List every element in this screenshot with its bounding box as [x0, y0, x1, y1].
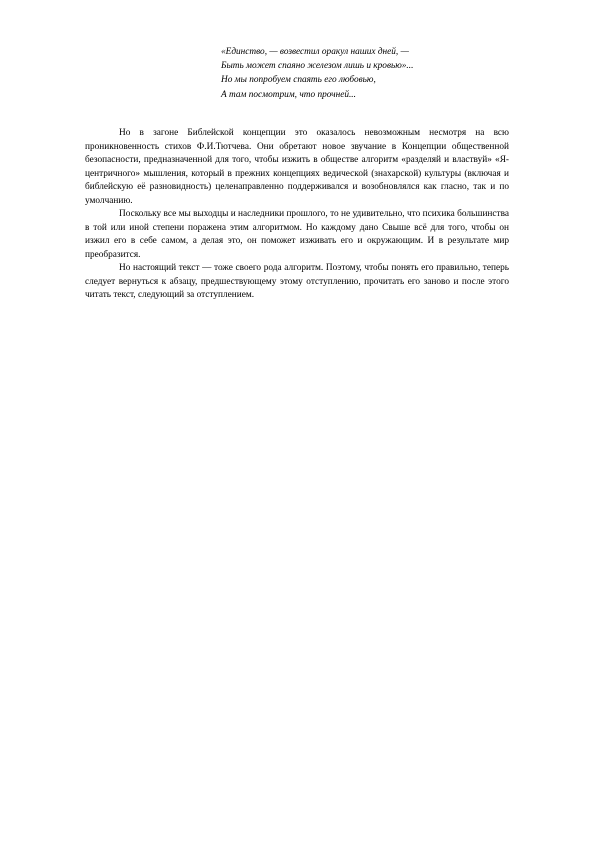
epigraph	[221, 45, 521, 102]
epigraph-line: Быть может спаяно железом лишь и кровью»...	[221, 61, 414, 72]
paragraph: Но настоящий текст — тоже своего рода алгоритм. Поэтому, чтобы понять его правильно, теперь следует вернуться к абзацу, предшествующему этому отступлению, прочитать его заново и после этого читать текст, следующий за отступлением.	[85, 263, 509, 300]
epigraph-line: А там посмотрим, что прочней...	[221, 89, 356, 100]
body-text	[85, 127, 509, 303]
epigraph-line: «Единство, — возвестил оракул наших дней, —	[221, 47, 409, 57]
paragraph: Но в загоне Библейской концепции это оказалось невозможным несмотря на всю проникновенность стихов Ф.И.Тютчева. Они обретают новое звучание в Концепции общественной безопасности, предназначенной для того, чтобы изжить в обществе алгоритм «разделяй и властвуй» «Я-центричного» мышления, который в прежних концепциях ведической (знахарской) культуры (включая и библейскую её разновидность) целенаправленно поддерживался и возобновлялся как гласно, так и по умолчанию.	[85, 128, 509, 206]
epigraph-line: Но мы попробуем спаять его любовью,	[221, 75, 376, 86]
paragraph: Поскольку все мы выходцы и наследники прошлого, то не удивительно, что психика большинства в той или иной степени поражена этим алгоритмом. Но каждому дано Свыше всё для того, чтобы он изжил его в себе самом, а делая это, он поможет изживать его и окружающим. И в результате мир преобразится.	[85, 209, 509, 260]
